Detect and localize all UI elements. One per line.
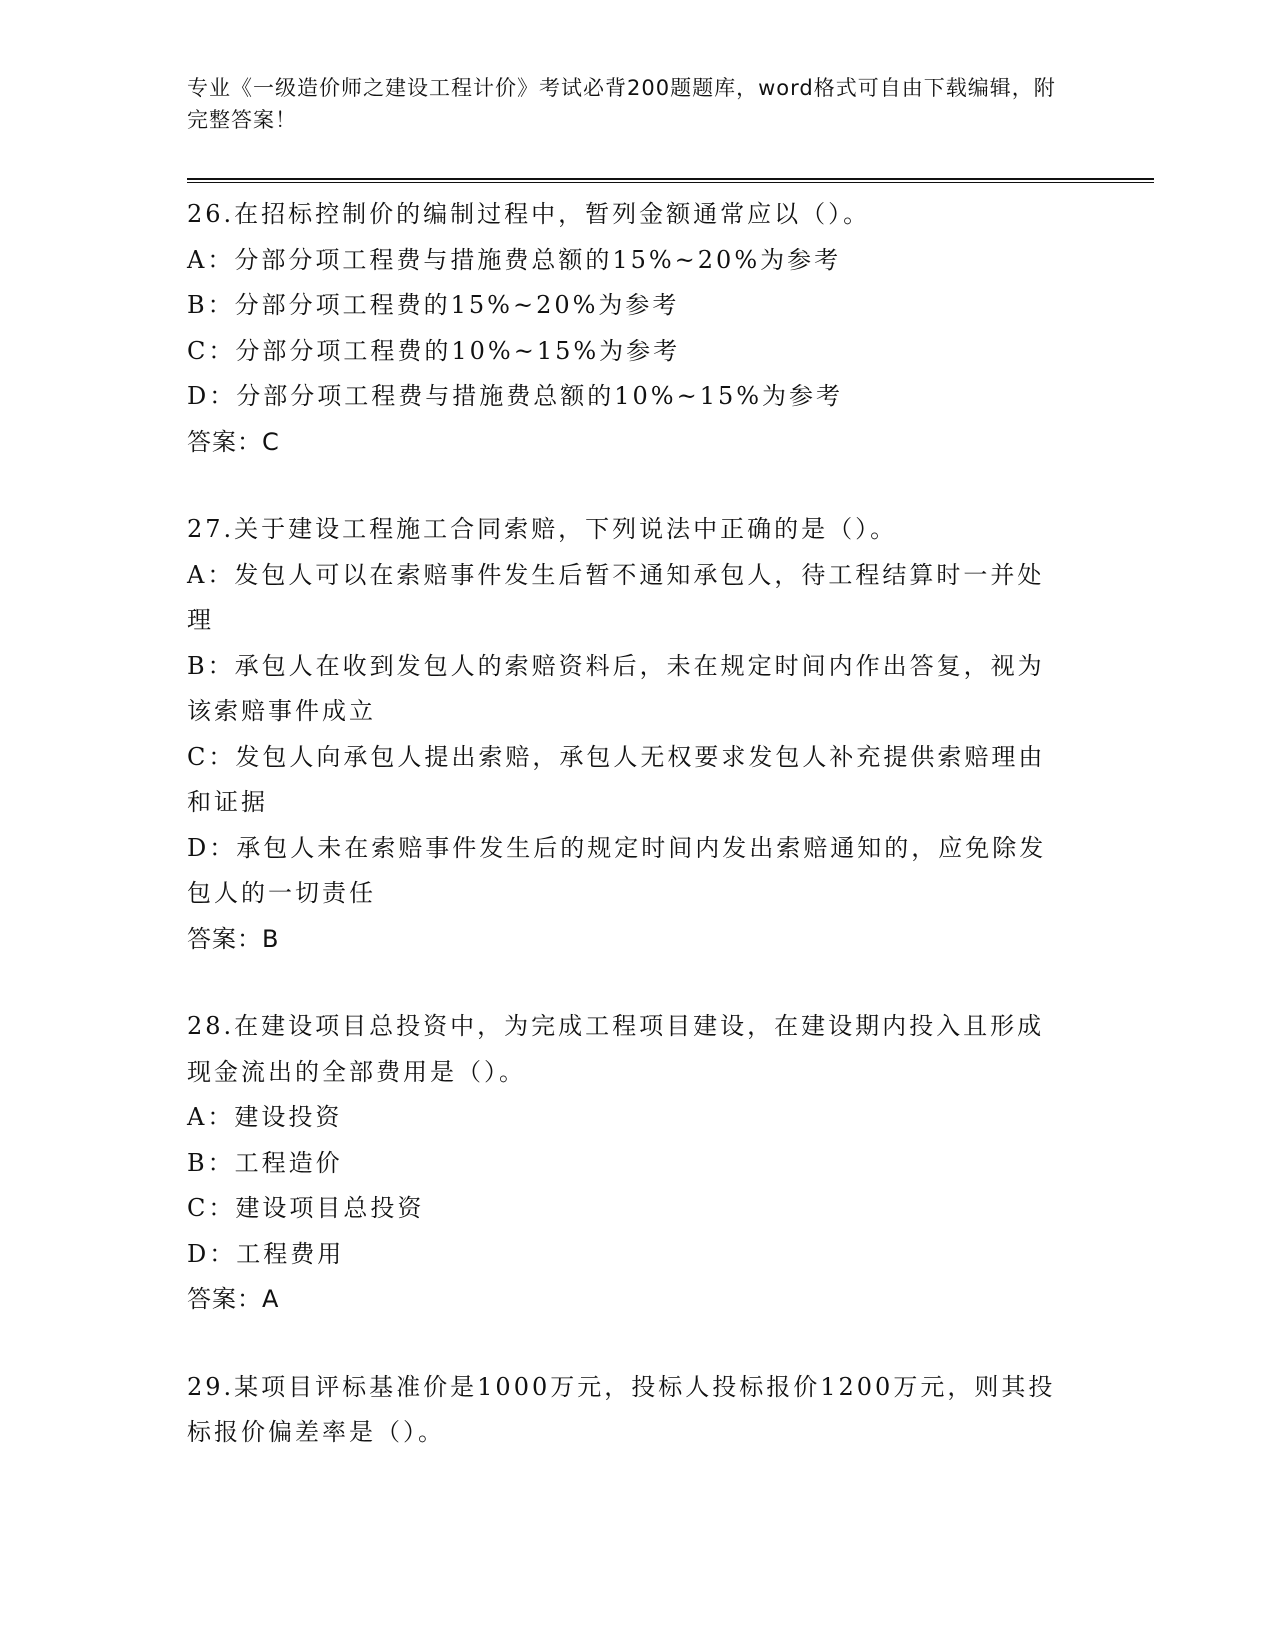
option-a: A：分部分项工程费与措施费总额的15%~20%为参考 bbox=[187, 245, 842, 274]
option-d: D：承包人未在索赔事件发生后的规定时间内发出索赔通知的，应免除发包人的一切责任 bbox=[187, 833, 1047, 907]
option-a: A：发包人可以在索赔事件发生后暂不通知承包人，待工程结算时一并处理 bbox=[187, 560, 1045, 634]
option-c: C：建设项目总投资 bbox=[187, 1194, 425, 1222]
question-28 bbox=[187, 1004, 1067, 1323]
option-d: D：工程费用 bbox=[187, 1239, 345, 1268]
option-d: D：分部分项工程费与措施费总额的10%~15%为参考 bbox=[187, 382, 844, 410]
answer: 答案：C bbox=[187, 427, 280, 456]
header-divider-thick bbox=[187, 178, 1154, 180]
header-divider-thin bbox=[187, 182, 1154, 183]
option-a: A：建设投资 bbox=[187, 1103, 343, 1131]
question-stem: 26.在招标控制价的编制过程中，暂列金额通常应以（）。 bbox=[187, 200, 871, 228]
option-b: B：分部分项工程费的15%~20%为参考 bbox=[187, 291, 680, 319]
answer: 答案：B bbox=[187, 924, 280, 953]
answer: 答案：A bbox=[187, 1285, 280, 1313]
header-text: 专业《一级造价师之建设工程计价》考试必背200题题库，word格式可自由下载编辑，附完整答案！ bbox=[187, 76, 1056, 132]
question-26 bbox=[187, 192, 1067, 465]
question-stem: 27.关于建设工程施工合同索赔，下列说法中正确的是（）。 bbox=[187, 515, 898, 543]
option-b: B：工程造价 bbox=[187, 1148, 343, 1177]
option-b: B：承包人在收到发包人的索赔资料后，未在规定时间内作出答复，视为该索赔事件成立 bbox=[187, 651, 1045, 725]
question-stem: 29.某项目评标基准价是1000万元，投标人投标报价1200万元，则其投标报价偏差率是（）。 bbox=[187, 1372, 1056, 1446]
question-27 bbox=[187, 507, 1067, 962]
option-c: C：分部分项工程费的10%~15%为参考 bbox=[187, 336, 681, 365]
option-c: C：发包人向承包人提出索赔，承包人无权要求发包人补充提供索赔理由和证据 bbox=[187, 742, 1046, 816]
question-29 bbox=[187, 1365, 1067, 1456]
question-stem: 28.在建设项目总投资中，为完成工程项目建设，在建设期内投入且形成现金流出的全部费用是（）。 bbox=[187, 1012, 1045, 1086]
question-list bbox=[187, 192, 1067, 1498]
document-header bbox=[187, 72, 1077, 136]
